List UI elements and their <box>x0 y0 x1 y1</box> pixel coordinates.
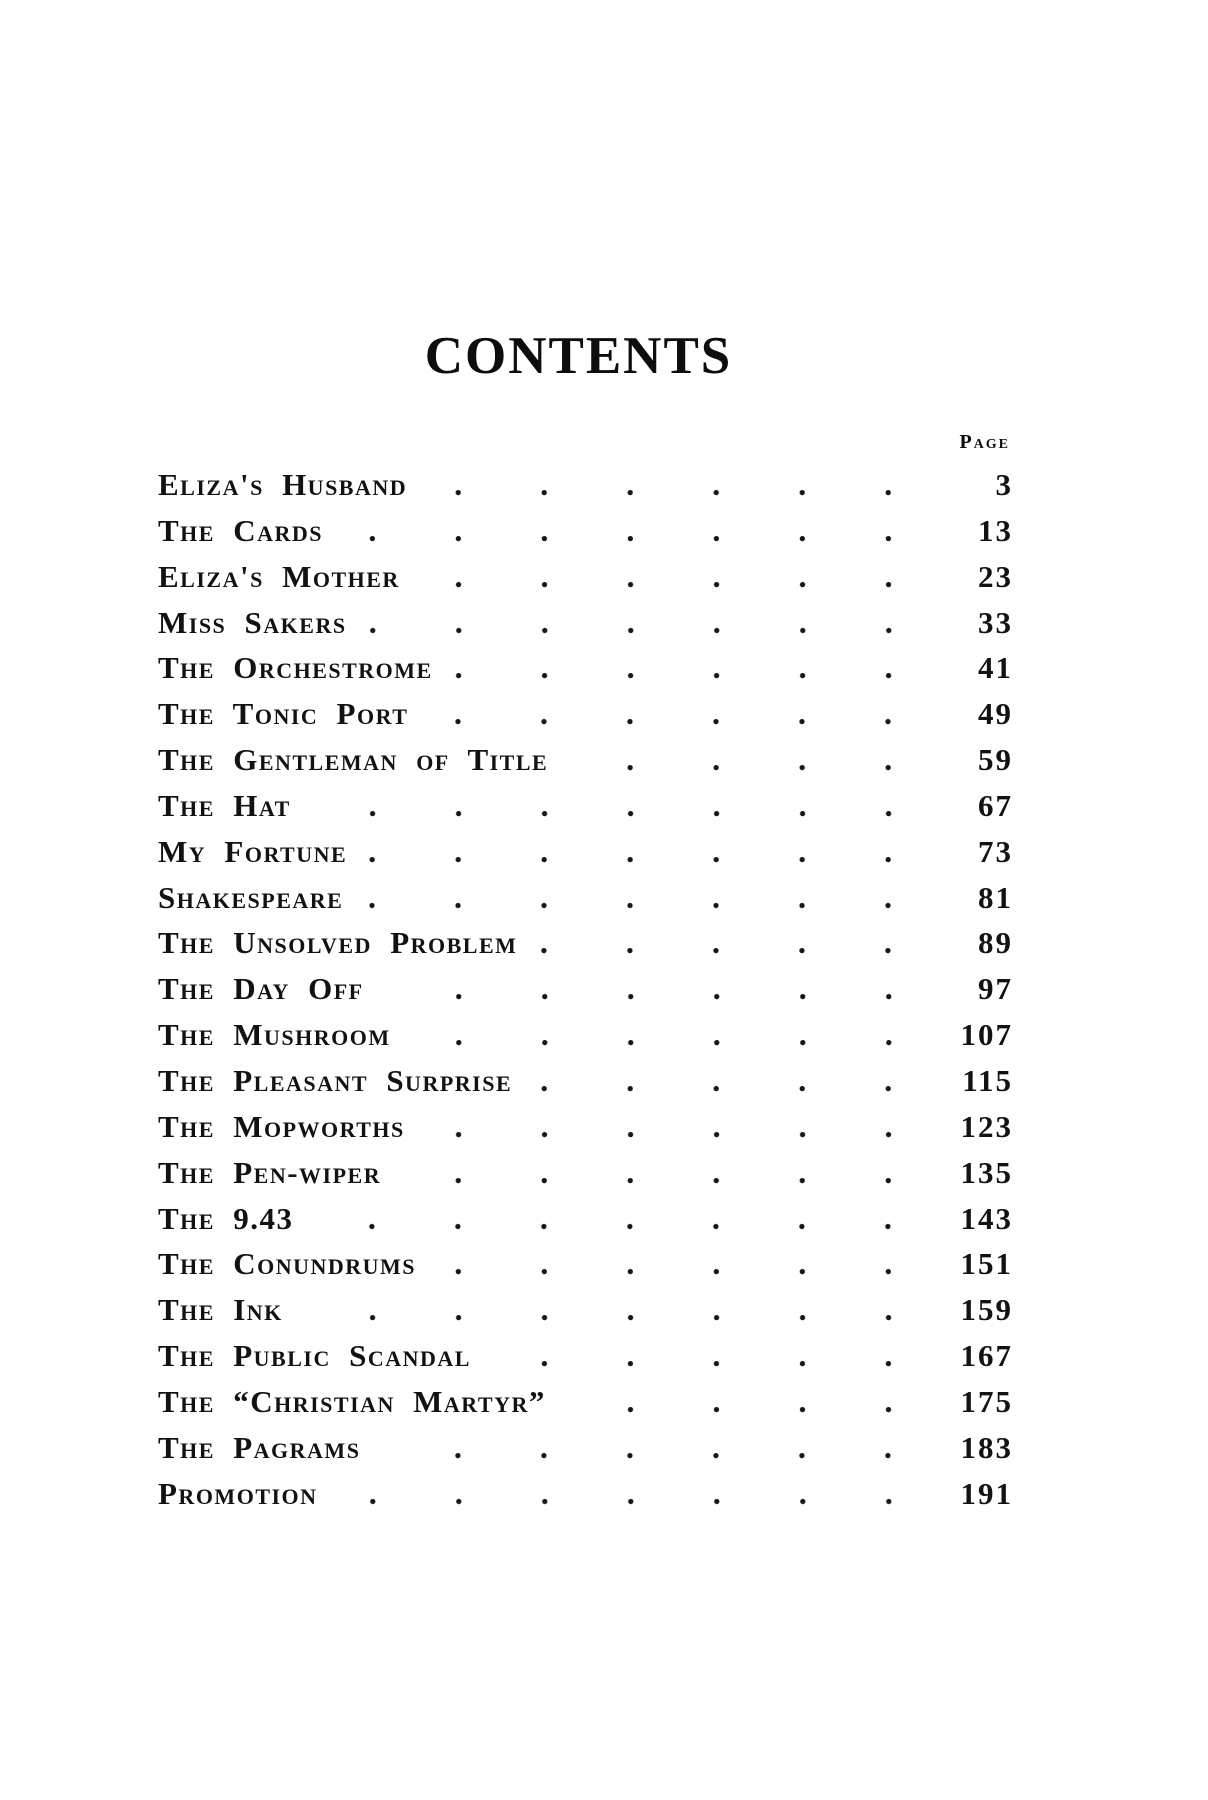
toc-entry-page-number: 81 <box>978 879 1013 915</box>
toc-entry <box>158 1150 1013 1196</box>
table-of-contents <box>158 0 1013 1800</box>
dot-leader <box>423 462 909 508</box>
toc-entry-title: The “Christian Martyr” <box>158 1383 546 1419</box>
toc-entry <box>158 554 1013 600</box>
dot-leader <box>424 691 909 737</box>
toc-entry-title: The Pagrams <box>158 1429 361 1465</box>
toc-entry-title: The Gentleman of Title <box>158 742 549 778</box>
dot-leader <box>380 966 909 1012</box>
toc-entry-page-number: 49 <box>978 696 1013 732</box>
toc-entry <box>158 920 1013 966</box>
toc-entry-title: The Pen-wiper <box>158 1154 382 1190</box>
dot-leader <box>432 1241 909 1287</box>
toc-entry <box>158 829 1013 875</box>
toc-entry-page-number: 115 <box>962 1062 1013 1098</box>
toc-entry <box>158 645 1013 691</box>
toc-entry-page-number: 67 <box>978 787 1013 823</box>
toc-entry-page-number: 23 <box>978 558 1013 594</box>
toc-entry-title: Miss Sakers <box>158 604 347 640</box>
toc-entry-page-number: 89 <box>978 925 1013 961</box>
toc-entry <box>158 783 1013 829</box>
dot-leader <box>359 875 909 921</box>
toc-entry <box>158 691 1013 737</box>
toc-entry-page-number: 191 <box>960 1475 1013 1511</box>
dot-leader <box>307 783 909 829</box>
dot-leader <box>407 1012 909 1058</box>
toc-entry-title: The Unsolved Problem <box>158 925 518 961</box>
page-column-header: Page <box>959 431 1010 453</box>
toc-entry-title: The Cards <box>158 512 323 548</box>
dot-leader <box>562 1379 909 1425</box>
toc-entry <box>158 875 1013 921</box>
toc-entry <box>158 508 1013 554</box>
dot-leader <box>299 1287 909 1333</box>
toc-entry-title: Eliza's Mother <box>158 558 400 594</box>
toc-entry-page-number: 159 <box>960 1292 1013 1328</box>
toc-entry-page-number: 143 <box>960 1200 1013 1236</box>
dot-leader <box>363 600 909 646</box>
toc-entry <box>158 1379 1013 1425</box>
toc-entry-page-number: 135 <box>960 1154 1013 1190</box>
toc-entry <box>158 1196 1013 1242</box>
toc-entry <box>158 1287 1013 1333</box>
page-title: CONTENTS <box>424 327 733 385</box>
toc-entry <box>158 1241 1013 1287</box>
toc-entry-page-number: 13 <box>978 512 1013 548</box>
toc-entry-page-number: 3 <box>995 467 1013 502</box>
toc-entry-title: The Ink <box>158 1292 283 1328</box>
dot-leader <box>421 1104 909 1150</box>
toc-entry-page-number: 59 <box>978 742 1013 778</box>
dot-leader <box>528 1058 909 1104</box>
toc-entry <box>158 600 1013 646</box>
toc-entry-page-number: 151 <box>960 1246 1013 1282</box>
toc-entry <box>158 1104 1013 1150</box>
toc-entry-title: The Conundrums <box>158 1246 417 1282</box>
toc-entry-page-number: 97 <box>978 971 1013 1007</box>
toc-entry-title: The Pleasant Surprise <box>158 1062 513 1098</box>
toc-entry-page-number: 123 <box>960 1108 1013 1144</box>
dot-leader <box>397 1150 909 1196</box>
toc-entry-title: The Mushroom <box>158 1017 391 1053</box>
toc-entry <box>158 966 1013 1012</box>
toc-entry-page-number: 73 <box>978 833 1013 869</box>
toc-entry <box>158 1425 1013 1471</box>
toc-entry-title: The Hat <box>158 787 291 823</box>
toc-entry-title: Promotion <box>158 1475 318 1511</box>
dot-leader <box>334 1471 909 1517</box>
toc-entry-title: Eliza's Husband <box>158 467 408 502</box>
toc-entry-title: Shakespeare <box>158 879 344 915</box>
toc-entry-title: My Fortune <box>158 833 348 869</box>
toc-entry-page-number: 167 <box>960 1338 1013 1374</box>
toc-entry-page-number: 107 <box>960 1017 1013 1053</box>
toc-entry <box>158 462 1013 508</box>
toc-entry-title: The Mopworths <box>158 1108 405 1144</box>
toc-entry <box>158 737 1013 783</box>
dot-leader <box>533 920 909 966</box>
dot-leader <box>564 737 909 783</box>
dot-leader <box>416 554 909 600</box>
dot-leader <box>309 1196 909 1242</box>
toc-entry-title: The Public Scandal <box>158 1338 471 1374</box>
toc-entry-list <box>158 462 1013 1516</box>
toc-entry-page-number: 33 <box>978 604 1013 640</box>
dot-leader <box>449 645 909 691</box>
toc-entry <box>158 1471 1013 1517</box>
toc-entry-title: The 9.43 <box>158 1200 294 1236</box>
toc-entry-page-number: 41 <box>978 650 1013 686</box>
dot-leader <box>339 508 909 554</box>
toc-entry-title: The Orchestrome <box>158 650 433 686</box>
dot-leader <box>487 1333 909 1379</box>
dot-leader <box>363 829 909 875</box>
toc-entry-title: The Day Off <box>158 971 364 1007</box>
toc-entry <box>158 1012 1013 1058</box>
dot-leader <box>376 1425 909 1471</box>
toc-entry-page-number: 175 <box>960 1383 1013 1419</box>
toc-entry-page-number: 183 <box>960 1429 1013 1465</box>
toc-entry-title: The Tonic Port <box>158 696 409 732</box>
toc-entry <box>158 1333 1013 1379</box>
toc-entry <box>158 1058 1013 1104</box>
